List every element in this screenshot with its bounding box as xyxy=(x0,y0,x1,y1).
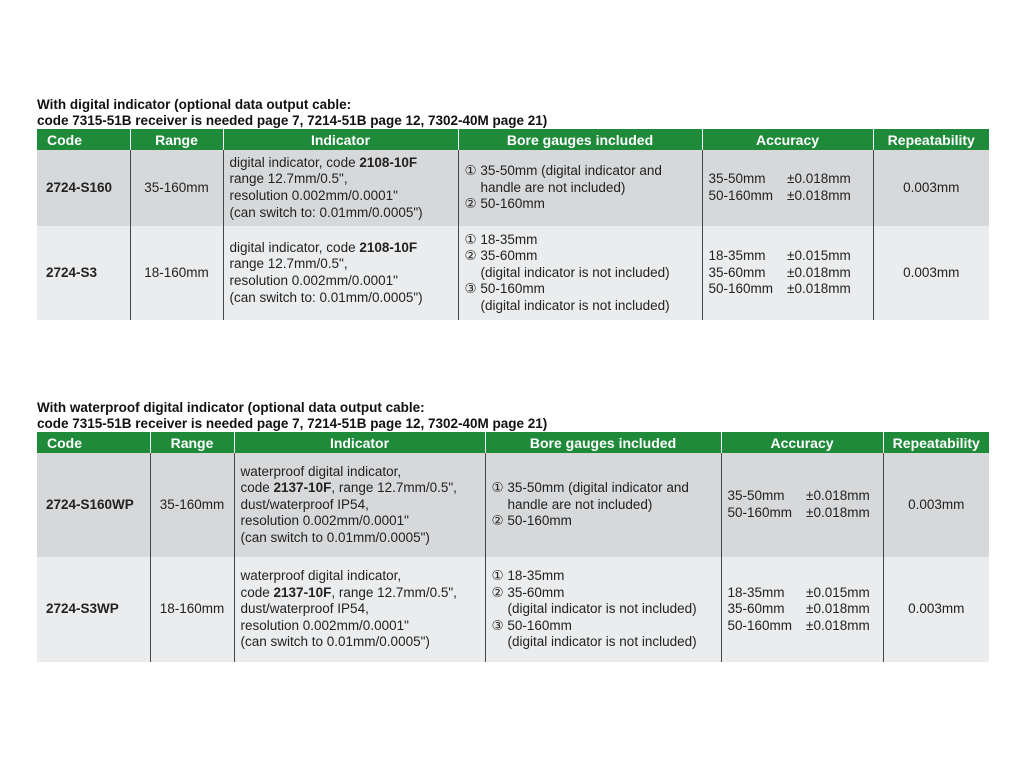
bore-gauges-cell: ① 18-35mm ② 35-60mm (digital indicator is not included) ③ 50-160mm (digital indicator is not included) xyxy=(458,226,702,320)
column-header-range: Range xyxy=(130,129,223,150)
code-cell: 2724-S3WP xyxy=(37,557,150,662)
bore-gauges-cell: ① 18-35mm ② 35-60mm (digital indicator is not included) ③ 50-160mm (digital indicator is not included) xyxy=(485,557,721,662)
repeatability-cell: 0.003mm xyxy=(873,226,989,320)
heading-line: code 7315-51B receiver is needed page 7, 7214-51B page 12, 7302-40M page 21) xyxy=(37,113,548,128)
range-cell: 35-160mm xyxy=(130,150,223,226)
table-row xyxy=(37,226,989,320)
indicator-code: 2137-10F xyxy=(273,480,332,496)
table-header-row xyxy=(37,432,989,453)
accuracy-cell: 35-50mm ±0.018mm 50-160mm ±0.018mm xyxy=(702,150,873,226)
column-header-repeatability: Repeatability xyxy=(883,432,989,453)
column-header-indicator: Indicator xyxy=(234,432,485,453)
bore-gauges-cell: ① 35-50mm (digital indicator and handle are not included) ② 50-160mm xyxy=(485,453,721,557)
range-cell: 18-160mm xyxy=(150,557,234,662)
table-header-row xyxy=(37,129,989,150)
heading-line: With waterproof digital indicator (optional data output cable: xyxy=(37,400,425,415)
accuracy-cell: 35-50mm ±0.018mm 50-160mm ±0.018mm xyxy=(721,453,883,557)
indicator-code: 2108-10F xyxy=(359,239,418,255)
digital-indicator-section xyxy=(37,97,989,320)
repeatability-cell: 0.003mm xyxy=(873,150,989,226)
section-heading xyxy=(37,97,989,129)
repeatability-cell: 0.003mm xyxy=(883,453,989,557)
indicator-cell: digital indicator, code 2108-10F range 12.7mm/0.5", resolution 0.002mm/0.0001" (can switch to: 0.01mm/0.0005") xyxy=(223,226,458,320)
column-header-indicator: Indicator xyxy=(223,129,458,150)
column-header-bore-gauges: Bore gauges included xyxy=(485,432,721,453)
column-header-repeatability: Repeatability xyxy=(873,129,989,150)
column-header-code: Code xyxy=(37,432,150,453)
table-row xyxy=(37,557,989,662)
column-header-code: Code xyxy=(37,129,130,150)
accuracy-cell: 18-35mm ±0.015mm 35-60mm ±0.018mm 50-160mm ±0.018mm xyxy=(721,557,883,662)
indicator-cell: waterproof digital indicator, code 2137-10F, range 12.7mm/0.5", dust/waterproof IP54, resolution 0.002mm/0.0001" (can switch to 0.01mm/0.0005") xyxy=(234,453,485,557)
column-header-accuracy: Accuracy xyxy=(702,129,873,150)
table-row xyxy=(37,453,989,557)
repeatability-cell: 0.003mm xyxy=(883,557,989,662)
range-cell: 35-160mm xyxy=(150,453,234,557)
code-cell: 2724-S160 xyxy=(37,150,130,226)
heading-line: code 7315-51B receiver is needed page 7, 7214-51B page 12, 7302-40M page 21) xyxy=(37,416,548,431)
code-cell: 2724-S3 xyxy=(37,226,130,320)
bore-gauges-cell: ① 35-50mm (digital indicator and handle are not included) ② 50-160mm xyxy=(458,150,702,226)
spec-table xyxy=(37,129,989,320)
indicator-code: 2137-10F xyxy=(273,584,332,600)
heading-line: With digital indicator (optional data output cable: xyxy=(37,97,352,112)
spec-table xyxy=(37,432,989,662)
table-row xyxy=(37,150,989,226)
column-header-accuracy: Accuracy xyxy=(721,432,883,453)
indicator-cell: digital indicator, code 2108-10F range 12.7mm/0.5", resolution 0.002mm/0.0001" (can switch to: 0.01mm/0.0005") xyxy=(223,150,458,226)
code-cell: 2724-S160WP xyxy=(37,453,150,557)
range-cell: 18-160mm xyxy=(130,226,223,320)
accuracy-cell: 18-35mm ±0.015mm 35-60mm ±0.018mm 50-160mm ±0.018mm xyxy=(702,226,873,320)
indicator-cell: waterproof digital indicator, code 2137-10F, range 12.7mm/0.5", dust/waterproof IP54, resolution 0.002mm/0.0001" (can switch to 0.01mm/0.0005") xyxy=(234,557,485,662)
section-heading xyxy=(37,400,989,432)
waterproof-indicator-section xyxy=(37,400,989,662)
indicator-code: 2108-10F xyxy=(359,154,418,170)
column-header-bore-gauges: Bore gauges included xyxy=(458,129,702,150)
column-header-range: Range xyxy=(150,432,234,453)
